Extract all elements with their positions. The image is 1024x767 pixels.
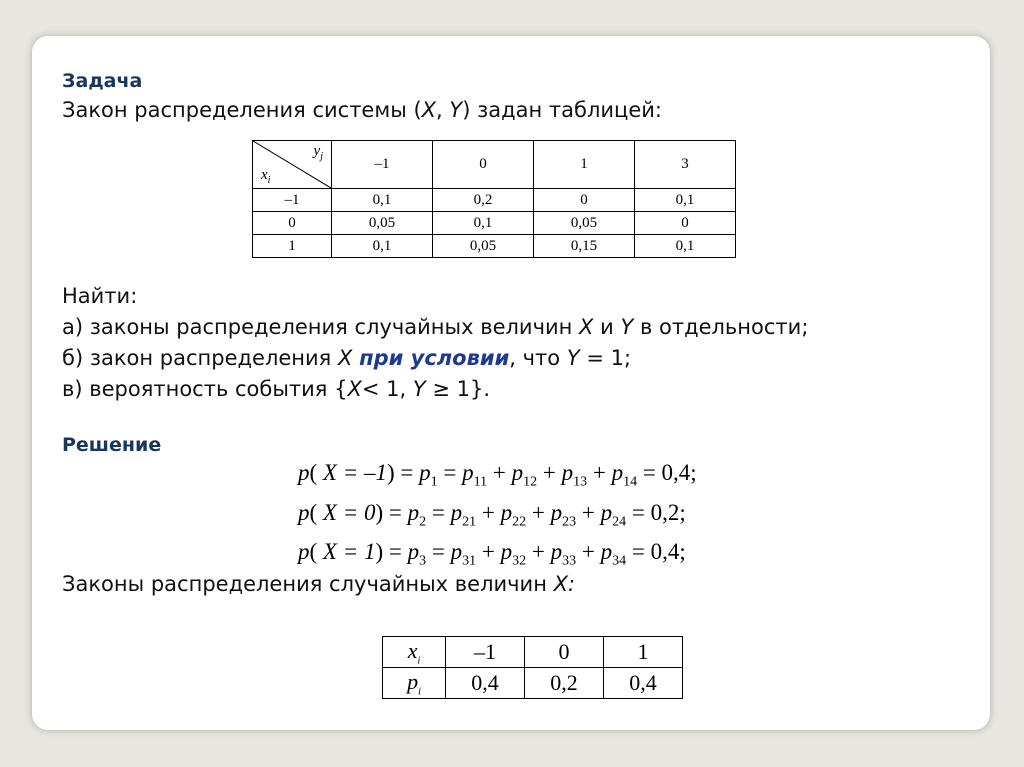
- formula-term-index: 22: [512, 514, 527, 530]
- laws-text-prefix: Законы распределения случайных величин: [62, 572, 554, 596]
- table-cell: 0,05: [433, 235, 534, 258]
- laws-text: [62, 572, 575, 596]
- joint-distribution-table: [252, 140, 736, 258]
- table-cell: 0,1: [433, 212, 534, 235]
- formula-result: 0,4;: [661, 460, 697, 485]
- table-row: [383, 637, 683, 668]
- table-cell: 1: [604, 637, 683, 668]
- row-header: –1: [253, 189, 332, 212]
- formula-term-index: 24: [612, 514, 627, 530]
- formula-term-index: 31: [462, 553, 477, 569]
- table-cell: 0,2: [433, 189, 534, 212]
- column-header: 1: [534, 141, 635, 189]
- formula-lhs: X = –1: [322, 460, 387, 485]
- task-text: [62, 98, 662, 122]
- table-row: [253, 189, 736, 212]
- column-header: –1: [332, 141, 433, 189]
- var-y: Y: [566, 346, 580, 370]
- var-x: X: [337, 346, 353, 370]
- formula-result: 0,2;: [650, 500, 686, 525]
- formula-p-index: 1: [430, 474, 438, 490]
- var-x: X: [579, 315, 594, 339]
- table-cell: 0,4: [604, 668, 683, 699]
- table-cell: 0,05: [534, 212, 635, 235]
- find-b-prefix: б) закон распределения: [62, 346, 338, 370]
- table-cell: –1: [446, 637, 525, 668]
- var-x: X:: [553, 572, 576, 596]
- table-cell: 0,4: [446, 668, 525, 699]
- table-header-row: [253, 141, 736, 189]
- table-cell: 0,1: [635, 189, 736, 212]
- find-c-mid: < 1,: [361, 377, 413, 401]
- table-cell: 0,1: [332, 235, 433, 258]
- task-heading: Задача: [62, 70, 143, 92]
- formula-term-index: 11: [473, 474, 488, 490]
- formula-row: p( $X = 1) = p_3 = p_{31} + p_{32} + p_{33} + p_{34} = 0,4$;: [298, 539, 686, 569]
- find-item-a: [62, 315, 808, 339]
- column-header: 0: [433, 141, 534, 189]
- table-cell: 0,2: [525, 668, 604, 699]
- row-label-x: $x_i$: [383, 637, 446, 668]
- corner-x-label: $x_i$: [261, 167, 271, 186]
- table-cell: 0: [525, 637, 604, 668]
- formula-row: p( $X = 0) = p_2 = p_{21} + p_{22} + p_{23} + p_{24} = 0,2$;: [298, 500, 686, 530]
- corner-cell: [253, 141, 332, 189]
- formula-p-index: 3: [419, 553, 427, 569]
- find-b-suffix: = 1;: [579, 346, 632, 370]
- formula-term-index: 33: [562, 553, 577, 569]
- corner-y-label: $y_j$: [313, 143, 323, 162]
- table-row: [253, 235, 736, 258]
- row-header: 0: [253, 212, 332, 235]
- table-cell: 0,05: [332, 212, 433, 235]
- table-cell: 0,1: [332, 189, 433, 212]
- table-cell: 0: [635, 212, 736, 235]
- find-item-b: [62, 346, 631, 370]
- formula-p-index: 2: [419, 514, 427, 530]
- slide: [32, 36, 990, 730]
- formula-row: p( $X = -1) = p_1 = p_{11} + p_{12} + p_{13} + p_{14} = 0,4$;: [298, 460, 697, 490]
- table-cell: 0,1: [635, 235, 736, 258]
- find-c-prefix: в) вероятность события {: [62, 377, 348, 401]
- formula-term-index: 12: [523, 474, 538, 490]
- formula-lhs: X = 0: [322, 500, 376, 525]
- formula-term-index: 23: [562, 514, 577, 530]
- table-cell: 0: [534, 189, 635, 212]
- var-y: Y: [412, 377, 426, 401]
- find-a-prefix: а) законы распределения случайных величин: [62, 315, 580, 339]
- task-text-suffix: ) задан таблицей:: [462, 98, 662, 122]
- var-x: X: [347, 377, 362, 401]
- accent-text: при условии: [359, 346, 510, 370]
- find-a-and: и: [593, 315, 621, 339]
- task-text-comma: ,: [436, 98, 450, 122]
- table-row: [253, 212, 736, 235]
- formula-term-index: 21: [462, 514, 477, 530]
- row-header: 1: [253, 235, 332, 258]
- var-y: Y: [620, 315, 634, 339]
- x-distribution-table: [382, 636, 683, 699]
- find-item-c: [62, 377, 490, 401]
- table-cell: 0,15: [534, 235, 635, 258]
- task-text-prefix: Закон распределения системы (: [62, 98, 422, 122]
- row-label-p: $p_i$: [383, 668, 446, 699]
- var-x: X: [421, 98, 437, 122]
- var-y: Y: [449, 98, 463, 122]
- find-a-suffix: в отдельности;: [633, 315, 809, 339]
- formula-lhs: X = 1: [322, 539, 376, 564]
- table-row: [383, 668, 683, 699]
- find-b-mid: , что: [509, 346, 567, 370]
- find-c-suffix: ≥ 1}.: [425, 377, 491, 401]
- column-header: 3: [635, 141, 736, 189]
- solution-heading: Решение: [62, 434, 162, 456]
- formula-term-index: 34: [612, 553, 627, 569]
- find-title: Найти:: [62, 284, 138, 308]
- formula-term-index: 14: [623, 474, 638, 490]
- formula-term-index: 32: [512, 553, 527, 569]
- formula-term-index: 13: [573, 474, 588, 490]
- formula-result: 0,4;: [650, 539, 686, 564]
